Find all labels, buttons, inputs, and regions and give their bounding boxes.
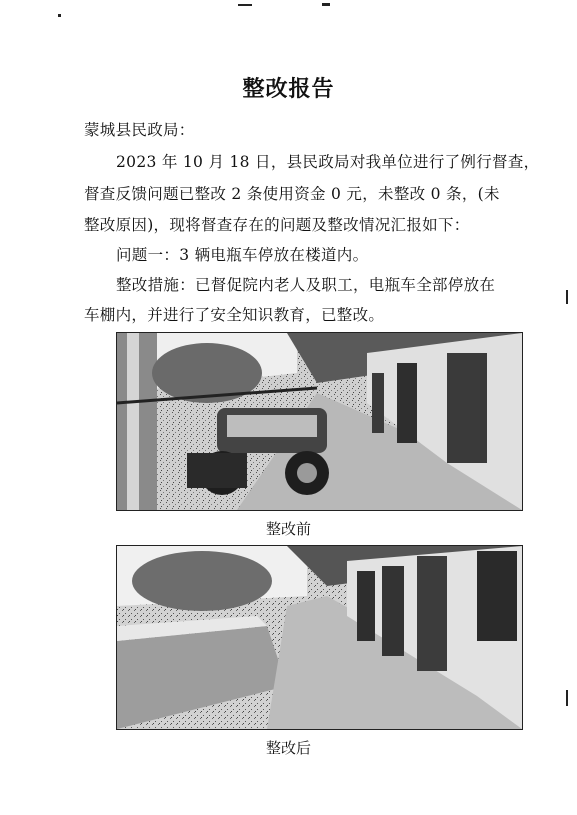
- photo-before-caption: 整改前: [265, 520, 311, 538]
- photo-before: [116, 332, 523, 511]
- body-line-3: 整改原因)，现将督查存在的问题及整改情况汇报如下：: [84, 216, 470, 234]
- scan-speck: [566, 290, 568, 304]
- body-line-2: 督查反馈问题已整改 2 条使用资金 0 元，未整改 0 条，(未: [84, 185, 500, 203]
- photo-after-caption: 整改后: [265, 739, 311, 757]
- report-title: 整改报告: [242, 77, 335, 102]
- salutation: 蒙城县民政局：: [84, 121, 195, 139]
- scan-speck: [58, 14, 61, 17]
- scan-speck: [322, 3, 330, 6]
- photo-after: [116, 545, 523, 730]
- scan-speck: [566, 690, 568, 706]
- body-line-1: 2023 年 10 月 18 日，县民政局对我单位进行了例行督查，: [116, 153, 540, 171]
- problem-line: 问题一：3 辆电瓶车停放在楼道内。: [116, 246, 369, 264]
- measure-line-2: 车棚内，并进行了安全知识教育，已整改。: [84, 306, 385, 324]
- scan-speck: [238, 4, 252, 6]
- measure-line-1: 整改措施：已督促院内老人及职工，电瓶车全部停放在: [116, 276, 496, 294]
